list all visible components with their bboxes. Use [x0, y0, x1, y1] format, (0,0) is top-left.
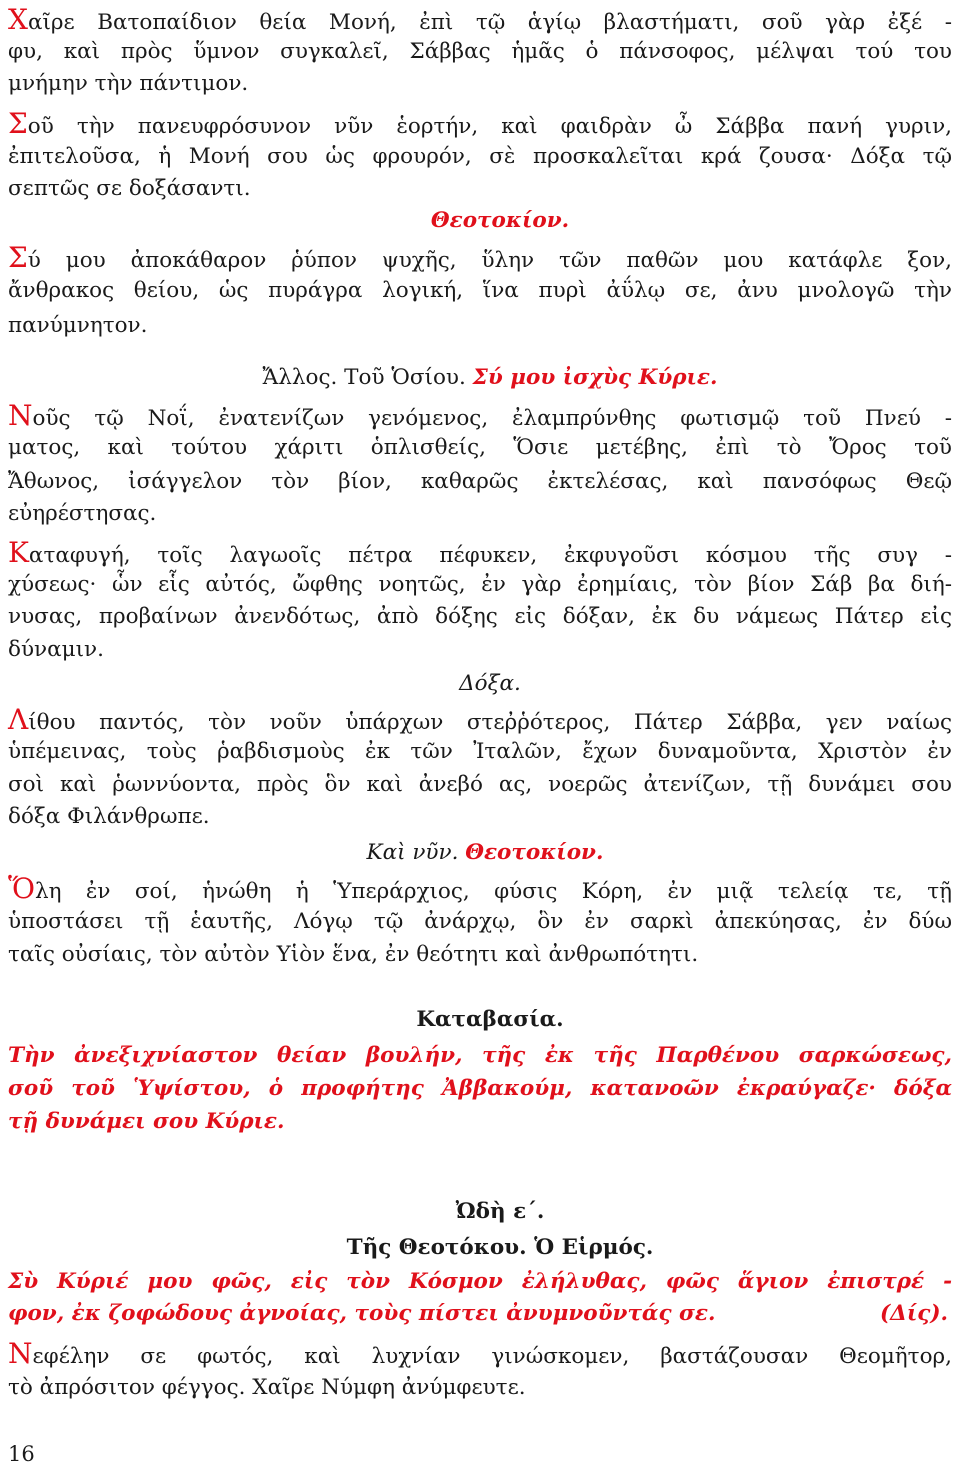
drop-cap: Σ	[8, 107, 28, 140]
text-line: Λίθου παντός, τὸν νοῦν ὑπάρχων στεῤῥότερος, Πάτερ Σάββα, γεν ναίως	[8, 703, 952, 736]
text-line: χύσεως· ὧν εἷς αὐτός, ὤφθης νοητῶς, ἐν γὰρ ἐρημίαις, τὸν βίον Σάβ βα διή-	[8, 572, 952, 597]
text-line: Ὅλη ἐν σοί, ἡνώθη ἡ Ὑπεράρχιος, φύσις Κόρη, ἐν μιᾷ τελείᾳ τε, τῇ	[8, 872, 952, 905]
ode-title: Ὠδὴ ε΄.	[455, 1199, 545, 1224]
text-line: ὑποστάσει τῇ ἑαυτῆς, Λόγῳ τῷ ἀνάρχῳ, ὃν ἐν σαρκὶ ἀπεκύησας, ἐν δύω	[8, 909, 952, 934]
text-line: ματος, καὶ τούτου χάριτι ὁπλισθείς, Ὅσιε μετέβης, ἐπὶ τὸ Ὄρος τοῦ	[8, 435, 952, 460]
text-line: Χαῖρε Βατοπαίδιον θεία Μονή, ἐπὶ τῷ ἁγίῳ βλαστήματι, σοῦ γὰρ ἐξέ -	[8, 3, 952, 36]
drop-cap: Λ	[8, 703, 29, 736]
text-line: τῇ δυνάμει σου Κύριε.	[8, 1109, 285, 1134]
text-line: ἐπιτελοῦσα, ἡ Μονή σου ὡς φρουρόν, σὲ προσκαλεῖται κρά ζουσα· Δόξα τῷ	[8, 144, 952, 169]
drop-cap: Ν	[8, 399, 33, 432]
text-line: φυ, καὶ πρὸς ὕμνον συγκαλεῖ, Σάββας ἡμᾶς ὁ πάνσοφος, μέλψαι τού του	[8, 39, 952, 64]
text-line: Ἄθωνος, ἰσάγγελον τὸν βίον, καθαρῶς ἐκτελέσας, καὶ πανσόφως Θεῷ	[8, 469, 952, 494]
irmos-line: φον, ἐκ ζοφώδους ἀγνοίας, τοὺς πίστει ἀνυμνοῦντάς σε. (Δίς).	[8, 1298, 952, 1330]
text-line: Νοῦς τῷ Νοΐ, ἐνατενίζων γενόμενος, ἐλαμπρύνθης φωτισμῷ τοῦ Πνεύ -	[8, 399, 952, 432]
text-line: Τὴν ἀνεξιχνίαστον θείαν βουλήν, τῆς ἐκ τῆς Παρθένου σαρκώσεως,	[8, 1043, 952, 1068]
page-number: 16	[8, 1442, 35, 1466]
text-line: νυσας, προβαίνων ἀνενδότως, ἀπὸ δόξης εἰς δόξαν, ἐκ δυ νάμεως Πάτερ εἰς	[8, 604, 952, 629]
text-line: τὸ ἀπρόσιτον φέγγος. Χαῖρε Νύμφη ἀνύμφευτε.	[8, 1375, 526, 1400]
text-line: σεπτῶς σε δοξάσαντι.	[8, 176, 251, 201]
section-heading: Δόξα.	[459, 671, 521, 696]
text-line: σοὶ καὶ ῥωννύοντα, πρὸς ὃν καὶ ἀνεβό ας, νοερῶς ἀτενίζων, τῇ δυνάμει σου	[8, 772, 952, 797]
drop-cap: Χ	[8, 3, 28, 36]
irmos-note: (Δίς).	[879, 1301, 948, 1326]
drop-cap: Ὅ	[8, 872, 35, 905]
text-line: δόξα Φιλάνθρωπε.	[8, 804, 210, 829]
drop-cap: Ν	[8, 1337, 33, 1370]
drop-cap: Κ	[8, 536, 29, 569]
text-line: σοῦ τοῦ Ὑψίστου, ὁ προφήτης Ἀββακούμ, κατανοῶν ἐκραύγαζε· δόξα	[8, 1076, 952, 1101]
text-line: ὑπέμεινας, τοὺς ῥαβδισμοὺς ἐκ τῶν Ἰταλῶν, ἔχων δυναμοῦντα, Χριστὸν ἐν	[8, 739, 952, 764]
section-heading: Καὶ νῦν. Θεοτοκίον.	[366, 840, 604, 865]
irmos-line: Σὺ Κύριέ μου φῶς, εἰς τὸν Κόσμον ἐλήλυθας, φῶς ἅγιον ἐπιστρέ -	[8, 1269, 952, 1294]
text-line: εὐηρέστησας.	[8, 501, 157, 526]
section-heading: Θεοτοκίον.	[430, 208, 570, 233]
text-line: Καταφυγή, τοῖς λαγωοῖς πέτρα πέφυκεν, ἐκφυγοῦσι κόσμου τῆς συγ -	[8, 536, 952, 569]
text-line: μνήμην τὴν πάντιμον.	[8, 71, 249, 96]
text-line: Σοῦ τὴν πανευφρόσυνον νῦν ἑορτήν, καὶ φαιδρὰν ὦ Σάββα πανή γυριν,	[8, 107, 952, 140]
text-line: δύναμιν.	[8, 637, 104, 662]
ode-subtitle: Τῆς Θεοτόκου. Ὁ Εἱρμός.	[346, 1235, 654, 1260]
text-line: πανύμνητον.	[8, 313, 148, 338]
section-heading: Ἄλλος. Τοῦ Ὁσίου. Σύ μου ἰσχὺς Κύριε.	[262, 365, 718, 390]
text-line: ἄνθρακος θείου, ὡς πυράγρα λογική, ἵνα πυρὶ ἀΰλῳ σε, ἀνυ μνολογῶ τὴν	[8, 278, 952, 303]
section-heading: Καταβασία.	[416, 1007, 564, 1032]
text-line: ταῖς οὐσίαις, τὸν αὐτὸν Υἱὸν ἕνα, ἐν θεότητι καὶ ἀνθρωπότητι.	[8, 942, 699, 967]
text-line: Νεφέλην σε φωτός, καὶ λυχνίαν γινώσκομεν, βαστάζουσαν Θεομῆτορ,	[8, 1337, 952, 1370]
drop-cap: Σ	[8, 241, 28, 274]
text-line: Σύ μου ἀποκάθαρον ῥύπον ψυχῆς, ὕλην τῶν παθῶν μου κατάφλε ξον,	[8, 241, 952, 274]
